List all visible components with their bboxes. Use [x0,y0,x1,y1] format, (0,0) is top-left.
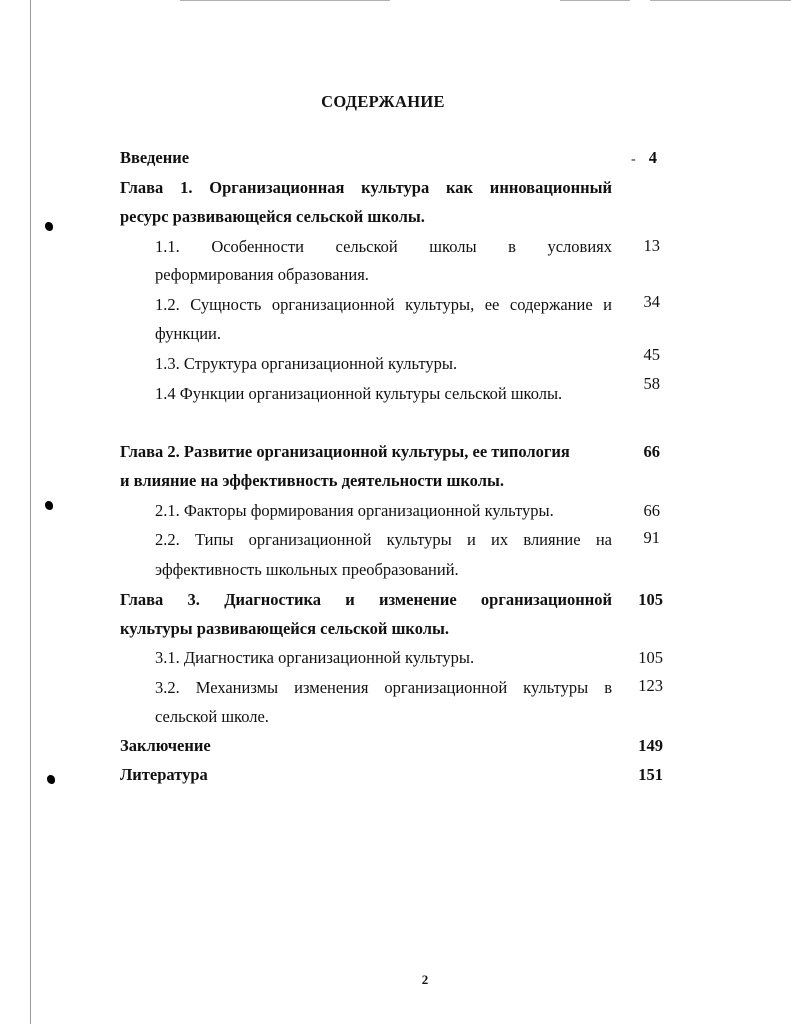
toc-section-3-2-line2: сельской школе. [155,707,269,726]
toc-chapter3-line1: Глава 3. Диагностика и изменение организационной [120,590,612,609]
toc-section-1-1-page: 13 [643,236,660,255]
binder-hole-mark [47,775,55,784]
toc-conclusion-label: Заключение [120,736,211,755]
toc-chapter2-line2: и влияние на эффективность деятельности школы. [120,471,504,490]
toc-intro-page: 4 [648,148,657,167]
toc-section-3-1-label: 3.1. Диагностика организационной культуры. [155,648,475,667]
binder-hole-mark [45,501,53,510]
toc-section-1-4-label: 1.4 Функции организационной культуры сельской школы. [155,384,563,403]
toc-section-1-3-label: 1.3. Структура организационной культуры. [155,354,458,373]
binder-hole-mark [45,222,53,231]
top-scan-rule [560,0,630,1]
page-title: СОДЕРЖАНИЕ [321,92,445,111]
toc-literature-label: Литература [120,765,208,784]
toc-chapter2-line1: Глава 2. Развитие организационной культуры, ее типология [120,442,570,461]
toc-section-2-2-line1: 2.2. Типы организационной культуры и их влияние на [155,530,612,549]
toc-chapter1-line2: ресурс развивающейся сельской школы. [120,207,425,226]
toc-section-1-4-page: 58 [643,374,660,393]
toc-section-1-1-line1: 1.1. Особенности сельской школы в условиях [155,237,612,256]
toc-section-1-2-page: 34 [643,292,660,311]
page-edge-line [30,0,31,1024]
toc-section-2-1-page: 66 [643,501,660,520]
toc-section-1-2-line2: функции. [155,324,221,343]
toc-section-1-3-page: 45 [643,345,660,364]
leader-dash: - [631,152,636,167]
toc-section-2-1-label: 2.1. Факторы формирования организационной культуры. [155,501,554,520]
toc-conclusion-page: 149 [638,736,663,755]
toc-chapter3-page: 105 [638,590,663,609]
toc-chapter3-line2: культуры развивающейся сельской школы. [120,619,450,638]
toc-section-3-2-page: 123 [638,676,663,695]
toc-section-3-2-line1: 3.2. Механизмы изменения организационной культуры в [155,678,612,697]
top-scan-rule [650,0,791,1]
toc-literature-page: 151 [638,765,663,784]
toc-section-1-2-line1: 1.2. Сущность организационной культуры, ее содержание и [155,295,612,314]
page-number: 2 [421,972,429,987]
toc-section-2-2-page: 91 [643,528,660,547]
toc-section-3-1-page: 105 [638,648,663,667]
toc-section-1-1-line2: реформирования образования. [155,265,369,284]
toc-intro-label: Введение [120,148,190,167]
top-scan-rule [180,0,390,1]
toc-section-2-2-line2: эффективность школьных преобразований. [155,560,459,579]
toc-chapter2-page: 66 [643,442,660,461]
toc-chapter1-line1: Глава 1. Организационная культура как инновационный [120,178,612,197]
